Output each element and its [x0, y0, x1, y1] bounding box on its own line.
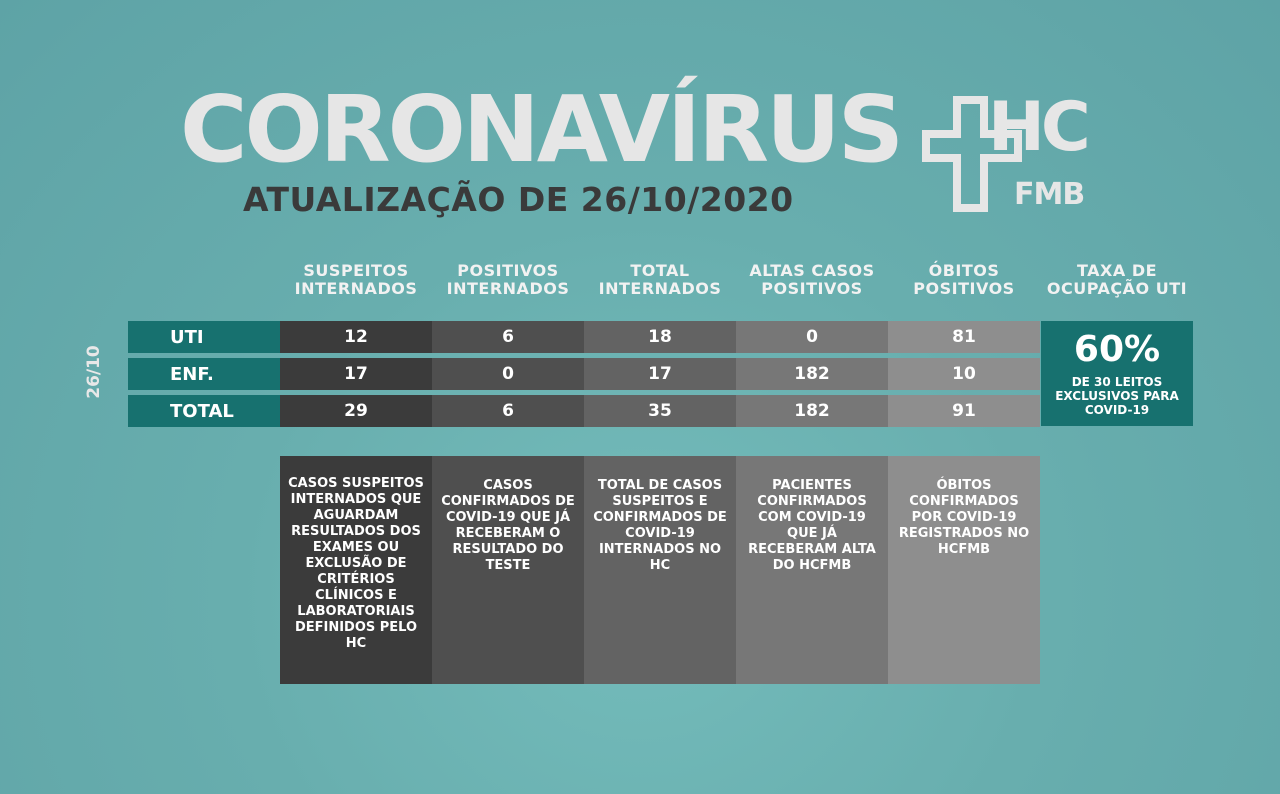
- cell-suspeitos: 12: [280, 321, 432, 353]
- description-suspeitos: CASOS SUSPEITOS INTERNADOS QUE AGUARDAM RESULTADOS DOS EXAMES OU EXCLUSÃO DE CRITÉRIOS CLÍNICOS E LABORATORIAIS DEFINIDOS PELO HC: [280, 456, 432, 684]
- column-header-obitos: ÓBITOS POSITIVOS: [913, 261, 1015, 298]
- description-altas: PACIENTES CONFIRMADOS COM COVID-19 QUE JÁ RECEBERAM ALTA DO HCFMB: [736, 456, 888, 684]
- update-subtitle: ATUALIZAÇÃO DE 26/10/2020: [243, 180, 794, 219]
- column-header-taxa: TAXA DE OCUPAÇÃO UTI: [1046, 261, 1188, 298]
- occupancy-description: DE 30 LEITOS EXCLUSIVOS PARA COVID-19: [1055, 375, 1179, 417]
- table-row-uti: [128, 321, 1040, 353]
- cell-altas: 182: [736, 395, 888, 427]
- row-label: UTI: [128, 321, 280, 353]
- occupancy-percent: 60%: [1073, 329, 1161, 370]
- row-label: TOTAL: [128, 395, 280, 427]
- cell-total: 17: [584, 358, 736, 390]
- cell-suspeitos: 17: [280, 358, 432, 390]
- occupancy-rate-box: [1041, 321, 1193, 426]
- cell-altas: 0: [736, 321, 888, 353]
- cell-obitos: 91: [888, 395, 1040, 427]
- hcfmb-logo: [922, 88, 1097, 216]
- date-label: 26/10: [84, 345, 104, 399]
- description-obitos: ÓBITOS CONFIRMADOS POR COVID-19 REGISTRADOS NO HCFMB: [888, 456, 1040, 684]
- description-positivos: CASOS CONFIRMADOS DE COVID-19 QUE JÁ RECEBERAM O RESULTADO DO TESTE: [432, 456, 584, 684]
- cell-altas: 182: [736, 358, 888, 390]
- column-header-total: TOTAL INTERNADOS: [598, 261, 722, 298]
- cell-positivos: 6: [432, 321, 584, 353]
- cell-obitos: 81: [888, 321, 1040, 353]
- table-row-total: [128, 395, 1040, 427]
- table-row-enf: [128, 358, 1040, 390]
- page-title: CORONAVÍRUS: [180, 76, 901, 183]
- logo-hc-text: HC: [988, 88, 1087, 167]
- column-header-suspeitos: SUSPEITOS INTERNADOS: [294, 261, 418, 298]
- cell-suspeitos: 29: [280, 395, 432, 427]
- description-total: TOTAL DE CASOS SUSPEITOS E CONFIRMADOS DE COVID-19 INTERNADOS NO HC: [584, 456, 736, 684]
- logo-fmb-text: FMB: [1014, 177, 1085, 212]
- column-header-positivos: POSITIVOS INTERNADOS: [446, 261, 570, 298]
- cell-positivos: 0: [432, 358, 584, 390]
- cell-positivos: 6: [432, 395, 584, 427]
- column-header-altas: ALTAS CASOS POSITIVOS: [749, 261, 875, 298]
- row-label: ENF.: [128, 358, 280, 390]
- cell-total: 35: [584, 395, 736, 427]
- cell-obitos: 10: [888, 358, 1040, 390]
- cell-total: 18: [584, 321, 736, 353]
